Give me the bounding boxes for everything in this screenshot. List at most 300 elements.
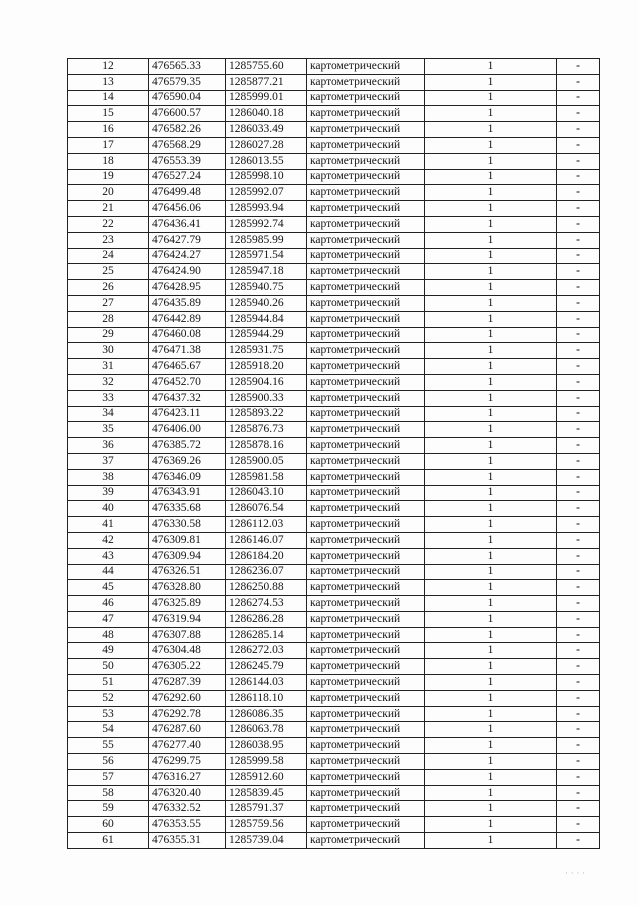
y-coordinate-cell: 1285981.58: [226, 469, 307, 485]
table-row: [68, 675, 600, 691]
point-number-cell: 18: [68, 153, 149, 169]
accuracy-cell: 1: [425, 754, 557, 770]
point-number-cell: 14: [68, 90, 149, 106]
table-row: [68, 153, 600, 169]
accuracy-cell: 1: [425, 232, 557, 248]
note-cell: -: [557, 295, 600, 311]
x-coordinate-cell: 476332.52: [149, 801, 226, 817]
accuracy-cell: 1: [425, 722, 557, 738]
y-coordinate-cell: 1286086.35: [226, 706, 307, 722]
accuracy-cell: 1: [425, 311, 557, 327]
method-cell: картометрический: [307, 359, 425, 375]
accuracy-cell: 1: [425, 785, 557, 801]
note-cell: -: [557, 738, 600, 754]
y-coordinate-cell: 1286146.07: [226, 532, 307, 548]
table-row: [68, 643, 600, 659]
method-cell: картометрический: [307, 216, 425, 232]
method-cell: картометрический: [307, 169, 425, 185]
note-cell: -: [557, 106, 600, 122]
method-cell: картометрический: [307, 548, 425, 564]
method-cell: картометрический: [307, 627, 425, 643]
point-number-cell: 25: [68, 264, 149, 280]
point-number-cell: 29: [68, 327, 149, 343]
y-coordinate-cell: 1285992.07: [226, 185, 307, 201]
table-row: [68, 201, 600, 217]
table-row: [68, 311, 600, 327]
accuracy-cell: 1: [425, 295, 557, 311]
accuracy-cell: 1: [425, 517, 557, 533]
point-number-cell: 61: [68, 833, 149, 849]
x-coordinate-cell: 476326.51: [149, 564, 226, 580]
x-coordinate-cell: 476335.68: [149, 501, 226, 517]
x-coordinate-cell: 476325.89: [149, 596, 226, 612]
note-cell: -: [557, 675, 600, 691]
x-coordinate-cell: 476287.39: [149, 675, 226, 691]
x-coordinate-cell: 476355.31: [149, 833, 226, 849]
method-cell: картометрический: [307, 501, 425, 517]
table-row: [68, 517, 600, 533]
y-coordinate-cell: 1285944.29: [226, 327, 307, 343]
method-cell: картометрический: [307, 374, 425, 390]
method-cell: картометрический: [307, 122, 425, 138]
table-row: [68, 485, 600, 501]
x-coordinate-cell: 476319.94: [149, 611, 226, 627]
method-cell: картометрический: [307, 343, 425, 359]
table-row: [68, 611, 600, 627]
method-cell: картометрический: [307, 90, 425, 106]
table-row: [68, 548, 600, 564]
method-cell: картометрический: [307, 675, 425, 691]
point-number-cell: 24: [68, 248, 149, 264]
table-row: [68, 122, 600, 138]
point-number-cell: 23: [68, 232, 149, 248]
method-cell: картометрический: [307, 801, 425, 817]
note-cell: -: [557, 327, 600, 343]
y-coordinate-cell: 1285912.60: [226, 769, 307, 785]
y-coordinate-cell: 1285900.05: [226, 453, 307, 469]
x-coordinate-cell: 476309.81: [149, 532, 226, 548]
x-coordinate-cell: 476427.79: [149, 232, 226, 248]
method-cell: картометрический: [307, 106, 425, 122]
note-cell: -: [557, 74, 600, 90]
x-coordinate-cell: 476330.58: [149, 517, 226, 533]
note-cell: -: [557, 564, 600, 580]
note-cell: -: [557, 643, 600, 659]
point-number-cell: 55: [68, 738, 149, 754]
method-cell: картометрический: [307, 517, 425, 533]
y-coordinate-cell: 1286184.20: [226, 548, 307, 564]
method-cell: картометрический: [307, 201, 425, 217]
x-coordinate-cell: 476277.40: [149, 738, 226, 754]
point-number-cell: 20: [68, 185, 149, 201]
x-coordinate-cell: 476316.27: [149, 769, 226, 785]
accuracy-cell: 1: [425, 374, 557, 390]
y-coordinate-cell: 1285918.20: [226, 359, 307, 375]
table-row: [68, 422, 600, 438]
y-coordinate-cell: 1286038.95: [226, 738, 307, 754]
accuracy-cell: 1: [425, 738, 557, 754]
accuracy-cell: 1: [425, 122, 557, 138]
table-row: [68, 74, 600, 90]
y-coordinate-cell: 1285900.33: [226, 390, 307, 406]
point-number-cell: 26: [68, 280, 149, 296]
note-cell: -: [557, 754, 600, 770]
table-row: [68, 722, 600, 738]
table-row: [68, 738, 600, 754]
note-cell: -: [557, 359, 600, 375]
x-coordinate-cell: 476287.60: [149, 722, 226, 738]
note-cell: -: [557, 201, 600, 217]
method-cell: картометрический: [307, 406, 425, 422]
accuracy-cell: 1: [425, 327, 557, 343]
method-cell: картометрический: [307, 74, 425, 90]
y-coordinate-cell: 1286076.54: [226, 501, 307, 517]
table-row: [68, 137, 600, 153]
accuracy-cell: 1: [425, 817, 557, 833]
accuracy-cell: 1: [425, 675, 557, 691]
y-coordinate-cell: 1285947.18: [226, 264, 307, 280]
accuracy-cell: 1: [425, 137, 557, 153]
table-row: [68, 785, 600, 801]
note-cell: -: [557, 469, 600, 485]
method-cell: картометрический: [307, 580, 425, 596]
y-coordinate-cell: 1285971.54: [226, 248, 307, 264]
point-number-cell: 46: [68, 596, 149, 612]
x-coordinate-cell: 476456.06: [149, 201, 226, 217]
x-coordinate-cell: 476292.78: [149, 706, 226, 722]
y-coordinate-cell: 1285998.10: [226, 169, 307, 185]
point-number-cell: 45: [68, 580, 149, 596]
point-number-cell: 27: [68, 295, 149, 311]
x-coordinate-cell: 476471.38: [149, 343, 226, 359]
x-coordinate-cell: 476343.91: [149, 485, 226, 501]
x-coordinate-cell: 476435.89: [149, 295, 226, 311]
x-coordinate-cell: 476436.41: [149, 216, 226, 232]
y-coordinate-cell: 1285944.84: [226, 311, 307, 327]
note-cell: -: [557, 706, 600, 722]
point-number-cell: 30: [68, 343, 149, 359]
x-coordinate-cell: 476385.72: [149, 438, 226, 454]
note-cell: -: [557, 580, 600, 596]
method-cell: картометрический: [307, 137, 425, 153]
x-coordinate-cell: 476406.00: [149, 422, 226, 438]
note-cell: -: [557, 390, 600, 406]
table-row: [68, 106, 600, 122]
note-cell: -: [557, 501, 600, 517]
note-cell: -: [557, 280, 600, 296]
point-number-cell: 48: [68, 627, 149, 643]
accuracy-cell: 1: [425, 469, 557, 485]
accuracy-cell: 1: [425, 406, 557, 422]
accuracy-cell: 1: [425, 627, 557, 643]
x-coordinate-cell: 476568.29: [149, 137, 226, 153]
accuracy-cell: 1: [425, 485, 557, 501]
y-coordinate-cell: 1286118.10: [226, 690, 307, 706]
point-number-cell: 21: [68, 201, 149, 217]
table-row: [68, 532, 600, 548]
note-cell: -: [557, 248, 600, 264]
y-coordinate-cell: 1285755.60: [226, 59, 307, 75]
point-number-cell: 31: [68, 359, 149, 375]
accuracy-cell: 1: [425, 280, 557, 296]
method-cell: картометрический: [307, 469, 425, 485]
table-row: [68, 232, 600, 248]
y-coordinate-cell: 1286245.79: [226, 659, 307, 675]
point-number-cell: 44: [68, 564, 149, 580]
x-coordinate-cell: 476437.32: [149, 390, 226, 406]
point-number-cell: 42: [68, 532, 149, 548]
accuracy-cell: 1: [425, 248, 557, 264]
note-cell: -: [557, 59, 600, 75]
point-number-cell: 37: [68, 453, 149, 469]
accuracy-cell: 1: [425, 453, 557, 469]
table-row: [68, 406, 600, 422]
x-coordinate-cell: 476442.89: [149, 311, 226, 327]
table-row: [68, 359, 600, 375]
accuracy-cell: 1: [425, 564, 557, 580]
y-coordinate-cell: 1285993.94: [226, 201, 307, 217]
x-coordinate-cell: 476369.26: [149, 453, 226, 469]
y-coordinate-cell: 1285940.26: [226, 295, 307, 311]
method-cell: картометрический: [307, 769, 425, 785]
method-cell: картометрический: [307, 327, 425, 343]
method-cell: картометрический: [307, 706, 425, 722]
note-cell: -: [557, 627, 600, 643]
table-row: [68, 833, 600, 849]
accuracy-cell: 1: [425, 501, 557, 517]
method-cell: картометрический: [307, 422, 425, 438]
point-number-cell: 53: [68, 706, 149, 722]
note-cell: -: [557, 453, 600, 469]
note-cell: -: [557, 406, 600, 422]
scan-artifact: · · · ·: [565, 869, 586, 879]
y-coordinate-cell: 1285877.21: [226, 74, 307, 90]
table-row: [68, 169, 600, 185]
accuracy-cell: 1: [425, 706, 557, 722]
table-row: [68, 185, 600, 201]
y-coordinate-cell: 1286250.88: [226, 580, 307, 596]
accuracy-cell: 1: [425, 801, 557, 817]
method-cell: картометрический: [307, 232, 425, 248]
x-coordinate-cell: 476460.08: [149, 327, 226, 343]
note-cell: -: [557, 690, 600, 706]
x-coordinate-cell: 476452.70: [149, 374, 226, 390]
accuracy-cell: 1: [425, 201, 557, 217]
y-coordinate-cell: 1286040.18: [226, 106, 307, 122]
point-number-cell: 32: [68, 374, 149, 390]
accuracy-cell: 1: [425, 106, 557, 122]
point-number-cell: 43: [68, 548, 149, 564]
point-number-cell: 60: [68, 817, 149, 833]
point-number-cell: 16: [68, 122, 149, 138]
y-coordinate-cell: 1285999.58: [226, 754, 307, 770]
x-coordinate-cell: 476304.48: [149, 643, 226, 659]
method-cell: картометрический: [307, 817, 425, 833]
note-cell: -: [557, 722, 600, 738]
point-number-cell: 40: [68, 501, 149, 517]
x-coordinate-cell: 476307.88: [149, 627, 226, 643]
point-number-cell: 15: [68, 106, 149, 122]
accuracy-cell: 1: [425, 833, 557, 849]
table-row: [68, 469, 600, 485]
accuracy-cell: 1: [425, 74, 557, 90]
table-row: [68, 280, 600, 296]
note-cell: -: [557, 422, 600, 438]
note-cell: -: [557, 264, 600, 280]
x-coordinate-cell: 476600.57: [149, 106, 226, 122]
coordinates-table: [67, 58, 600, 849]
note-cell: -: [557, 785, 600, 801]
x-coordinate-cell: 476553.39: [149, 153, 226, 169]
note-cell: -: [557, 817, 600, 833]
accuracy-cell: 1: [425, 532, 557, 548]
accuracy-cell: 1: [425, 153, 557, 169]
accuracy-cell: 1: [425, 611, 557, 627]
point-number-cell: 58: [68, 785, 149, 801]
y-coordinate-cell: 1286286.28: [226, 611, 307, 627]
note-cell: -: [557, 153, 600, 169]
table-row: [68, 564, 600, 580]
method-cell: картометрический: [307, 738, 425, 754]
x-coordinate-cell: 476353.55: [149, 817, 226, 833]
point-number-cell: 50: [68, 659, 149, 675]
point-number-cell: 34: [68, 406, 149, 422]
accuracy-cell: 1: [425, 659, 557, 675]
point-number-cell: 36: [68, 438, 149, 454]
table-row: [68, 90, 600, 106]
point-number-cell: 59: [68, 801, 149, 817]
method-cell: картометрический: [307, 690, 425, 706]
method-cell: картометрический: [307, 311, 425, 327]
x-coordinate-cell: 476465.67: [149, 359, 226, 375]
method-cell: картометрический: [307, 280, 425, 296]
point-number-cell: 56: [68, 754, 149, 770]
table-row: [68, 596, 600, 612]
accuracy-cell: 1: [425, 359, 557, 375]
point-number-cell: 57: [68, 769, 149, 785]
accuracy-cell: 1: [425, 422, 557, 438]
note-cell: -: [557, 517, 600, 533]
table-row: [68, 264, 600, 280]
point-number-cell: 13: [68, 74, 149, 90]
table-row: [68, 438, 600, 454]
y-coordinate-cell: 1285985.99: [226, 232, 307, 248]
accuracy-cell: 1: [425, 264, 557, 280]
table-row: [68, 248, 600, 264]
accuracy-cell: 1: [425, 438, 557, 454]
y-coordinate-cell: 1285940.75: [226, 280, 307, 296]
method-cell: картометрический: [307, 833, 425, 849]
note-cell: -: [557, 801, 600, 817]
method-cell: картометрический: [307, 564, 425, 580]
x-coordinate-cell: 476579.35: [149, 74, 226, 90]
accuracy-cell: 1: [425, 596, 557, 612]
coordinates-table-body: [68, 59, 600, 849]
table-row: [68, 706, 600, 722]
y-coordinate-cell: 1285759.56: [226, 817, 307, 833]
x-coordinate-cell: 476346.09: [149, 469, 226, 485]
accuracy-cell: 1: [425, 690, 557, 706]
point-number-cell: 39: [68, 485, 149, 501]
y-coordinate-cell: 1286236.07: [226, 564, 307, 580]
x-coordinate-cell: 476309.94: [149, 548, 226, 564]
x-coordinate-cell: 476328.80: [149, 580, 226, 596]
method-cell: картометрический: [307, 532, 425, 548]
table-row: [68, 501, 600, 517]
point-number-cell: 51: [68, 675, 149, 691]
y-coordinate-cell: 1285791.37: [226, 801, 307, 817]
y-coordinate-cell: 1285999.01: [226, 90, 307, 106]
accuracy-cell: 1: [425, 90, 557, 106]
method-cell: картометрический: [307, 596, 425, 612]
y-coordinate-cell: 1285893.22: [226, 406, 307, 422]
table-row: [68, 659, 600, 675]
point-number-cell: 52: [68, 690, 149, 706]
point-number-cell: 38: [68, 469, 149, 485]
table-row: [68, 453, 600, 469]
note-cell: -: [557, 216, 600, 232]
x-coordinate-cell: 476423.11: [149, 406, 226, 422]
y-coordinate-cell: 1286285.14: [226, 627, 307, 643]
method-cell: картометрический: [307, 453, 425, 469]
point-number-cell: 47: [68, 611, 149, 627]
note-cell: -: [557, 185, 600, 201]
note-cell: -: [557, 169, 600, 185]
method-cell: картометрический: [307, 153, 425, 169]
x-coordinate-cell: 476424.90: [149, 264, 226, 280]
point-number-cell: 33: [68, 390, 149, 406]
y-coordinate-cell: 1285876.73: [226, 422, 307, 438]
note-cell: -: [557, 532, 600, 548]
point-number-cell: 49: [68, 643, 149, 659]
y-coordinate-cell: 1286063.78: [226, 722, 307, 738]
method-cell: картометрический: [307, 785, 425, 801]
note-cell: -: [557, 232, 600, 248]
accuracy-cell: 1: [425, 390, 557, 406]
point-number-cell: 19: [68, 169, 149, 185]
table-row: [68, 390, 600, 406]
y-coordinate-cell: 1286013.55: [226, 153, 307, 169]
note-cell: -: [557, 311, 600, 327]
method-cell: картометрический: [307, 611, 425, 627]
note-cell: -: [557, 374, 600, 390]
method-cell: картометрический: [307, 659, 425, 675]
x-coordinate-cell: 476582.26: [149, 122, 226, 138]
point-number-cell: 41: [68, 517, 149, 533]
table-row: [68, 295, 600, 311]
note-cell: -: [557, 548, 600, 564]
table-row: [68, 343, 600, 359]
x-coordinate-cell: 476320.40: [149, 785, 226, 801]
y-coordinate-cell: 1286112.03: [226, 517, 307, 533]
method-cell: картометрический: [307, 59, 425, 75]
method-cell: картометрический: [307, 438, 425, 454]
accuracy-cell: 1: [425, 580, 557, 596]
accuracy-cell: 1: [425, 59, 557, 75]
table-row: [68, 59, 600, 75]
note-cell: -: [557, 769, 600, 785]
y-coordinate-cell: 1286033.49: [226, 122, 307, 138]
table-row: [68, 817, 600, 833]
method-cell: картометрический: [307, 643, 425, 659]
note-cell: -: [557, 485, 600, 501]
note-cell: -: [557, 833, 600, 849]
note-cell: -: [557, 122, 600, 138]
y-coordinate-cell: 1286027.28: [226, 137, 307, 153]
x-coordinate-cell: 476424.27: [149, 248, 226, 264]
table-row: [68, 801, 600, 817]
x-coordinate-cell: 476590.04: [149, 90, 226, 106]
